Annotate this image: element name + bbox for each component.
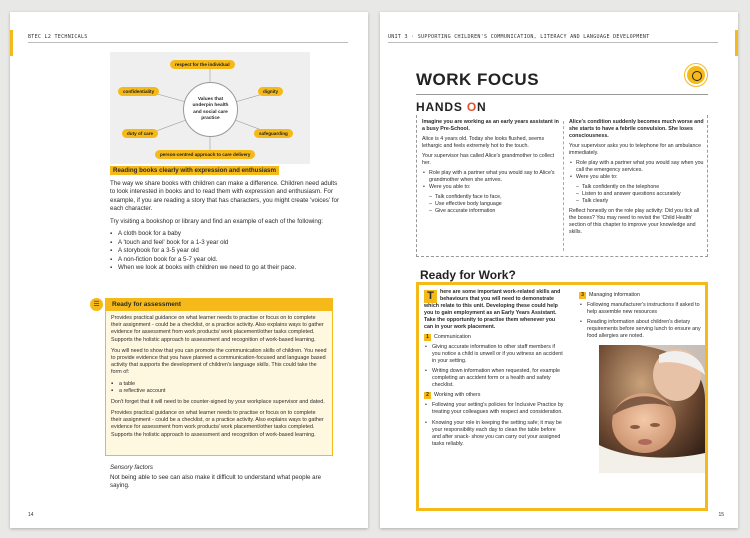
section-title: 1 Communication	[424, 334, 564, 341]
evidence-list	[111, 381, 327, 395]
title-rule	[416, 94, 708, 95]
page-number: 15	[718, 512, 724, 518]
paragraph: Your supervisor has called Alice's grandmother to collect her.	[422, 153, 555, 167]
ready-for-work-title: Ready for Work?	[420, 268, 516, 282]
subheading: Sensory factors	[110, 464, 153, 471]
diagram-label: dignity	[258, 87, 283, 96]
hands-on-box	[416, 115, 708, 257]
list-item: • Role play with a partner what you would say to Alice's grandmother when she arrives.	[422, 170, 560, 184]
box-title: Ready for assessment	[106, 299, 332, 311]
paragraph: Alice is 4 years old. Today she looks flushed, seems lethargic and feels extremely hot to the touch.	[422, 136, 545, 150]
hands-on-column	[422, 119, 560, 218]
list-item: – Talk clearly	[575, 198, 707, 205]
list-item: ▪ When we look at books with children we need to go at their pace.	[110, 264, 342, 273]
edge-stripe	[10, 30, 13, 56]
list-item: • Following manufacturer's instructions if asked to help assemble new resources	[579, 302, 704, 316]
reading-section	[110, 167, 342, 277]
diagram-label: confidentiality	[118, 87, 159, 96]
list-item: ▪ a table	[111, 381, 327, 388]
diagram-center: Values that underpin health and social care practice	[183, 82, 238, 137]
diagram-label: duty of care	[122, 129, 158, 138]
paragraph: Provides practical guidance on what learner needs to practise or focus on to complete their assignment - could be a checklist, or a practice activity. Also explains ways to gather evidence for assessment from work products/ work placement/other tasks completed. Supports the holistic approach to assessment and recognition of work-based learning.	[111, 410, 324, 438]
list-item: • Knowing your role in keeping the setting safe; it may be your responsibility each day to clean the table before and after snack- show you can carry out your assigned tasks reliably.	[424, 420, 564, 448]
paragraph: The way we share books with children can make a difference. Children need adults to look interested in books and to read them with expression and enthusiasm. For example, if you are reading a story that has characters, you might create 'voices' for each character.	[110, 179, 340, 213]
edge-stripe	[735, 30, 738, 56]
header-rule	[388, 42, 718, 43]
list-item: ▪ A cloth book for a baby	[110, 230, 342, 239]
list-item: • Writing down information when requested, for example completing an accident form or a health and safety checklist.	[424, 368, 564, 389]
grandparent-baby-photo	[599, 345, 705, 473]
scenario-intro: Imagine you are working as an early years assistant in a busy Pre-School.	[422, 119, 559, 133]
ready-column	[424, 289, 564, 451]
list-item: ▪ A non-fiction book for a 5-7 year old.	[110, 256, 342, 265]
ready-for-work-box	[416, 282, 708, 511]
ready-for-assessment-box	[105, 298, 333, 456]
list-item: • Reading information about children's dietary requirements before serving lunch to ensure any food allergies are noted.	[579, 319, 704, 340]
hands-on-heading: HANDS ON	[416, 100, 487, 114]
column-divider	[563, 121, 564, 251]
running-header: UNIT 3 · SUPPORTING CHILDREN'S COMMUNICATION, LITERACY AND LANGUAGE DEVELOPMENT	[388, 34, 650, 40]
drop-cap: T	[424, 290, 437, 303]
sensory-section	[110, 464, 342, 495]
running-header: BTEC L2 TECHNICALS	[28, 34, 88, 40]
paragraph: Reflect honestly on the role play activity: Did you tick all the boxes? You may need to revisit the 'Child Health' section of this chapter to improve your knowledge and skills.	[569, 208, 700, 236]
scenario-intro: Alice's condition suddenly becomes much worse and she starts to have a febrile convulsion. She loses consciousness.	[569, 119, 704, 140]
header-rule	[28, 42, 348, 43]
clock-icon	[685, 64, 707, 86]
right-page	[380, 12, 738, 528]
diagram-label: respect for the individual	[170, 60, 235, 69]
checklist-icon: ☰	[90, 298, 103, 311]
page-number: 14	[28, 512, 34, 518]
list-item: • Following your setting's policies for Inclusive Practice by treating your colleagues with respect and consideration.	[424, 402, 564, 416]
page-title: WORK FOCUS	[416, 70, 540, 89]
list-item: • Role play with a partner what you would say when you call the emergency services.	[569, 160, 707, 174]
section-title: 2 Working with others	[424, 392, 564, 399]
list-item: • Were you able to:	[569, 174, 707, 181]
book-list	[110, 230, 342, 273]
paragraph: You will need to show that you can promote the communication skills of children. You need to provide evidence that you have planned a communication-focused and language based activity that supports the development of children's language skills. This could take the form of:	[111, 347, 327, 376]
section-title: 3 Managing information	[579, 292, 704, 299]
diagram-label: safeguarding	[254, 129, 293, 138]
list-item: ▪ A 'touch and feel' book for a 1-3 year old	[110, 239, 342, 248]
list-item: – Talk confidently on the telephone	[575, 184, 707, 191]
list-item: • Were you able to:	[422, 184, 560, 191]
section-heading: Reading books clearly with expression and enthusiasm	[110, 166, 279, 175]
list-item: – Use effective body language	[428, 201, 560, 208]
ready-column	[579, 289, 704, 343]
paragraph: Not being able to see can also make it difficult to understand what people are saying.	[110, 473, 322, 490]
list-item: ▪ a reflective account	[111, 388, 327, 395]
left-page	[10, 12, 368, 528]
hands-on-column	[569, 119, 707, 239]
ready-intro: here are some important work-related skills and behaviours that you will need to demonstrate which relate to this unit. Developing these could help you to gain employment as an Early Years Assistant. Take the opportunity to practise them whenever you can in your work placement.	[424, 289, 561, 331]
list-item: • Giving accurate information to other staff members if you notice a child is unwell or if you witness an accident in your setting.	[424, 344, 564, 365]
list-item: – Listen to and answer questions accurately	[575, 191, 707, 198]
list-item: – Give accurate information	[428, 208, 560, 215]
list-item: ▪ A storybook for a 3-5 year old	[110, 247, 342, 256]
paragraph: Don't forget that it will need to be counter-signed by your workplace supervisor and dated.	[111, 398, 325, 405]
paragraph: Provides practical guidance on what learner needs to practise or focus on to complete their assignment - could be a checklist, or a practice activity. Also explains ways to gather evidence for assessment from work products/ work placement/other tasks completed. Supports the holistic approach to assessment and recognition of work-based learning.	[111, 315, 324, 343]
list-item: – Talk confidently face to face,	[428, 194, 560, 201]
diagram-label: person-centred approach to care delivery	[155, 150, 255, 159]
paragraph: Try visiting a bookshop or library and find an example of each of the following:	[110, 217, 324, 225]
paragraph: Your supervisor asks you to telephone for an ambulance immediately.	[569, 143, 702, 157]
values-diagram	[110, 52, 310, 164]
